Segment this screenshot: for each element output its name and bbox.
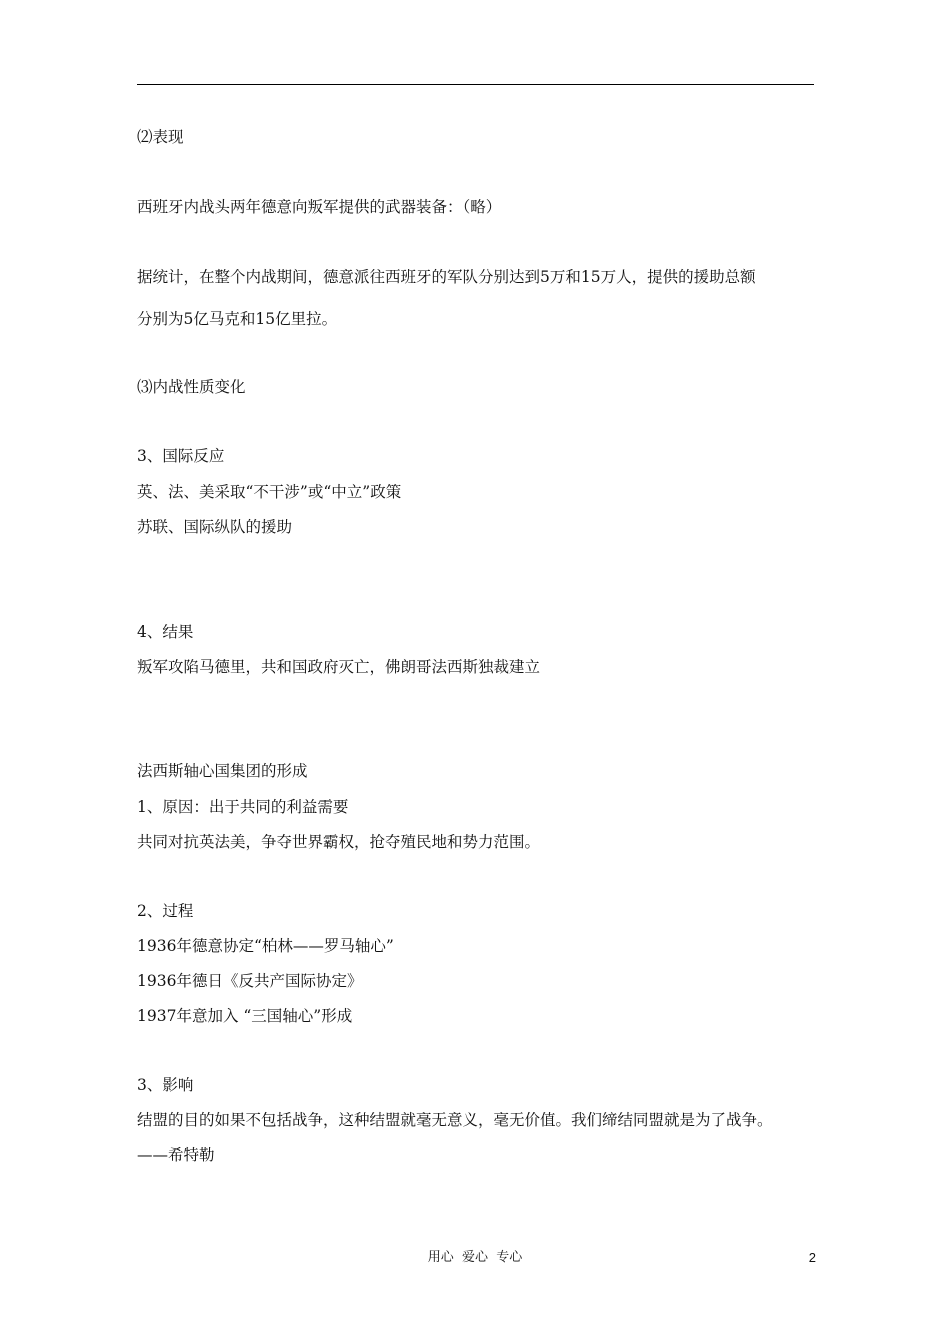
paragraph-statistics-line2: 分别为5亿马克和15亿里拉。 (137, 310, 338, 328)
section-heading-nature-change: ⑶内战性质变化 (137, 378, 246, 396)
header-rule (137, 84, 814, 85)
paragraph-process-1936-axis: 1936年德意协定“柏林——罗马轴心” (137, 937, 394, 955)
footer-motto: 用心 爱心 专心 (427, 1250, 523, 1265)
paragraph-cause: 共同对抗英法美，争夺世界霸权，抢夺殖民地和势力范围。 (137, 833, 541, 851)
paragraph-weapons: 西班牙内战头两年德意向叛军提供的武器装备：（略） (137, 198, 502, 216)
page-number: 2 (808, 1250, 816, 1265)
paragraph-process-1937: 1937年意加入 “三国轴心”形成 (137, 1007, 353, 1025)
quote-attribution: ——希特勒 (137, 1146, 215, 1164)
paragraph-soviet-aid: 苏联、国际纵队的援助 (137, 518, 293, 536)
section-heading-manifestation: ⑵表现 (137, 128, 184, 146)
paragraph-statistics-line1: 据统计，在整个内战期间，德意派往西班牙的军队分别达到5万和15万人，提供的援助总额 (137, 268, 756, 286)
paragraph-process-1936-pact: 1936年德日《反共产国际协定》 (137, 972, 363, 990)
section-heading-impact: 3、影响 (137, 1076, 194, 1094)
section-heading-process: 2、过程 (137, 902, 194, 920)
paragraph-nonintervention: 英、法、美采取“不干涉”或“中立”政策 (137, 483, 402, 501)
section-heading-axis-formation: 法西斯轴心国集团的形成 (137, 762, 308, 780)
section-heading-cause: 1、原因：出于共同的利益需要 (137, 798, 349, 816)
section-heading-result: 4、结果 (137, 623, 194, 641)
section-heading-international-reaction: 3、国际反应 (137, 447, 225, 465)
paragraph-result: 叛军攻陷马德里，共和国政府灭亡，佛朗哥法西斯独裁建立 (137, 658, 541, 676)
paragraph-hitler-quote: 结盟的目的如果不包括战争，这种结盟就毫无意义，毫无价值。我们缔结同盟就是为了战争。 (137, 1111, 773, 1129)
